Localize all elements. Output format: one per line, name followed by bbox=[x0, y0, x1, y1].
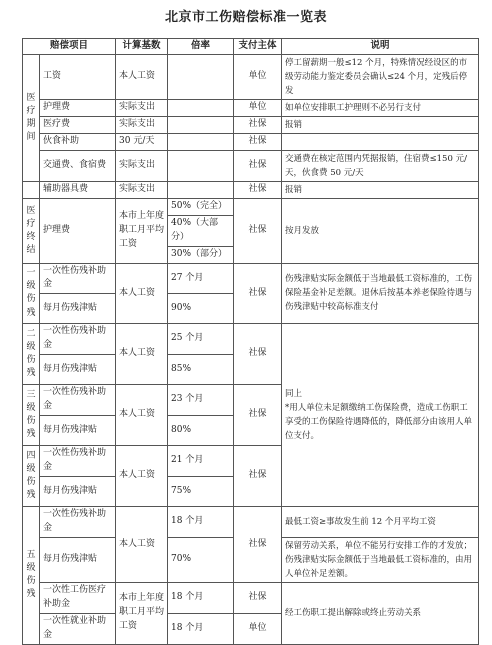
rate-cell bbox=[168, 99, 234, 116]
table-row bbox=[23, 198, 479, 215]
base-cell: 30 元/天 bbox=[116, 133, 168, 150]
payer-cell: 社保 bbox=[234, 446, 282, 507]
rate-cell: 18 个月 bbox=[168, 507, 234, 538]
payer-cell: 单位 bbox=[234, 99, 282, 116]
item-meal-subsidy: 伙食补助 bbox=[40, 133, 116, 150]
rate-cell: 90% bbox=[168, 294, 234, 324]
payer-cell: 社保 bbox=[234, 507, 282, 583]
category-grade-2: 二 级 伤 残 bbox=[23, 324, 40, 385]
item-employment-lump-sum: 一次性就业补助金 bbox=[40, 613, 116, 644]
page-title: 北京市工伤赔偿标准一览表 bbox=[164, 10, 327, 25]
rate-cell bbox=[168, 150, 234, 181]
table-row bbox=[23, 582, 479, 613]
header-base: 计算基数 bbox=[116, 39, 168, 55]
payer-cell: 单位 bbox=[234, 54, 282, 99]
note-employer-liability: *用人单位未足额缴纳工伤保险费，造成工伤职工享受的工伤保险待遇降低的，降低部分由该用人单位支付。 bbox=[285, 403, 473, 442]
item-monthly-allowance: 每月伤残津贴 bbox=[40, 537, 116, 582]
payer-cell: 社保 bbox=[234, 116, 282, 133]
base-cell: 实际支出 bbox=[116, 181, 168, 198]
payer-cell: 社保 bbox=[234, 198, 282, 263]
rate-cell: 25 个月 bbox=[168, 324, 234, 355]
note-cell: 交通费在核定范围内凭据报销，住宿费≤150 元/天，伙食费 50 元/天 bbox=[282, 150, 479, 181]
category-medical-period: 医 疗 期 间 bbox=[23, 54, 40, 181]
item-monthly-allowance: 每月伤残津贴 bbox=[40, 477, 116, 507]
rate-cell: 70% bbox=[168, 537, 234, 582]
item-medical-fee: 医疗费 bbox=[40, 116, 116, 133]
rate-cell bbox=[168, 133, 234, 150]
item-travel-lodging: 交通费、食宿费 bbox=[40, 150, 116, 181]
item-lump-sum: 一次性伤残补助金 bbox=[40, 385, 116, 416]
item-monthly-allowance: 每月伤残津贴 bbox=[40, 294, 116, 324]
rate-cell: 18 个月 bbox=[168, 613, 234, 644]
payer-cell: 社保 bbox=[234, 263, 282, 324]
item-lump-sum: 一次性伤残补助金 bbox=[40, 446, 116, 477]
base-cell: 本人工资 bbox=[116, 54, 168, 99]
category-grade-5: 五 级 伤 残 bbox=[23, 507, 40, 645]
header-item: 赔偿项目 bbox=[23, 39, 116, 55]
item-monthly-allowance: 每月伤残津贴 bbox=[40, 416, 116, 446]
category-cell bbox=[23, 181, 40, 198]
item-nursing-fee: 护理费 bbox=[40, 198, 116, 263]
header-note: 说明 bbox=[282, 39, 479, 55]
table-row bbox=[23, 263, 479, 294]
table-row bbox=[23, 181, 479, 198]
base-cell: 本人工资 bbox=[116, 263, 168, 324]
rate-cell: 85% bbox=[168, 355, 234, 385]
item-lump-sum: 一次性伤残补助金 bbox=[40, 324, 116, 355]
note-cell: 经工伤职工提出解除或终止劳动关系 bbox=[282, 582, 479, 644]
table-row bbox=[23, 99, 479, 116]
payer-cell: 社保 bbox=[234, 582, 282, 613]
table-row bbox=[23, 324, 479, 355]
base-cell: 本人工资 bbox=[116, 446, 168, 507]
item-monthly-allowance: 每月伤残津贴 bbox=[40, 355, 116, 385]
rate-cell: 30%（部分） bbox=[168, 246, 234, 263]
rate-cell: 80% bbox=[168, 416, 234, 446]
rate-cell: 27 个月 bbox=[168, 263, 234, 294]
base-cell: 本人工资 bbox=[116, 324, 168, 385]
note-cell bbox=[282, 324, 479, 507]
note-cell: 伤残津贴实际金额低于当地最低工资标准的，工伤保险基金补足差额。退休后按基本养老保险待遇与伤残津贴中较高标准支付 bbox=[282, 263, 479, 324]
table-row bbox=[23, 150, 479, 181]
base-cell: 实际支出 bbox=[116, 150, 168, 181]
item-assistive-devices: 辅助器具费 bbox=[40, 181, 116, 198]
payer-cell: 单位 bbox=[234, 613, 282, 644]
item-nursing: 护理费 bbox=[40, 99, 116, 116]
note-cell: 报销 bbox=[282, 181, 479, 198]
rate-cell: 23 个月 bbox=[168, 385, 234, 416]
header-row bbox=[23, 39, 479, 55]
item-lump-sum: 一次性伤残补助金 bbox=[40, 507, 116, 538]
note-cell: 报销 bbox=[282, 116, 479, 133]
note-cell: 按月发放 bbox=[282, 198, 479, 263]
table-row bbox=[23, 116, 479, 133]
rate-cell bbox=[168, 54, 234, 99]
rate-cell: 40%（大部分） bbox=[168, 215, 234, 246]
payer-cell: 社保 bbox=[234, 324, 282, 385]
rate-cell bbox=[168, 116, 234, 133]
table-row bbox=[23, 54, 479, 99]
compensation-table bbox=[22, 38, 479, 645]
note-cell: 保留劳动关系，单位不能另行安排工作的才发放；伤残津贴实际金额低于当地最低工资标准的，由用人单位补足差额。 bbox=[282, 537, 479, 582]
rate-cell bbox=[168, 181, 234, 198]
rate-cell: 18 个月 bbox=[168, 582, 234, 613]
base-cell: 本市上年度职工月平均工资 bbox=[116, 198, 168, 263]
payer-cell: 社保 bbox=[234, 385, 282, 446]
category-medical-end: 医 疗 终 结 bbox=[23, 198, 40, 263]
category-grade-3: 三 级 伤 残 bbox=[23, 385, 40, 446]
category-grade-1: 一 级 伤 残 bbox=[23, 263, 40, 324]
rate-cell: 50%（完全） bbox=[168, 198, 234, 215]
category-grade-4: 四 级 伤 残 bbox=[23, 446, 40, 507]
item-lump-sum: 一次性伤残补助金 bbox=[40, 263, 116, 294]
base-cell: 本人工资 bbox=[116, 385, 168, 446]
table-row bbox=[23, 133, 479, 150]
rate-cell: 21 个月 bbox=[168, 446, 234, 477]
note-cell: 最低工资≥事故发生前 12 个月平均工资 bbox=[282, 507, 479, 538]
item-wage: 工资 bbox=[40, 54, 116, 99]
header-rate: 倍率 bbox=[168, 39, 234, 55]
item-medical-lump-sum: 一次性工伤医疗补助金 bbox=[40, 582, 116, 613]
note-cell: 停工留薪期一般≤12 个月，特殊情况经设区的市级劳动能力鉴定委员会确认≤24 个月，定残后停发 bbox=[282, 54, 479, 99]
table-row bbox=[23, 507, 479, 538]
base-cell: 实际支出 bbox=[116, 99, 168, 116]
base-cell: 本人工资 bbox=[116, 507, 168, 583]
payer-cell: 社保 bbox=[234, 150, 282, 181]
base-cell: 实际支出 bbox=[116, 116, 168, 133]
base-cell: 本市上年度职工月平均工资 bbox=[116, 582, 168, 644]
note-cell bbox=[282, 133, 479, 150]
header-payer: 支付主体 bbox=[234, 39, 282, 55]
rate-cell: 75% bbox=[168, 477, 234, 507]
note-same-as-above: 同上 bbox=[285, 389, 303, 400]
payer-cell: 社保 bbox=[234, 181, 282, 198]
note-cell: 如单位安排职工护理则不必另行支付 bbox=[282, 99, 479, 116]
payer-cell: 社保 bbox=[234, 133, 282, 150]
